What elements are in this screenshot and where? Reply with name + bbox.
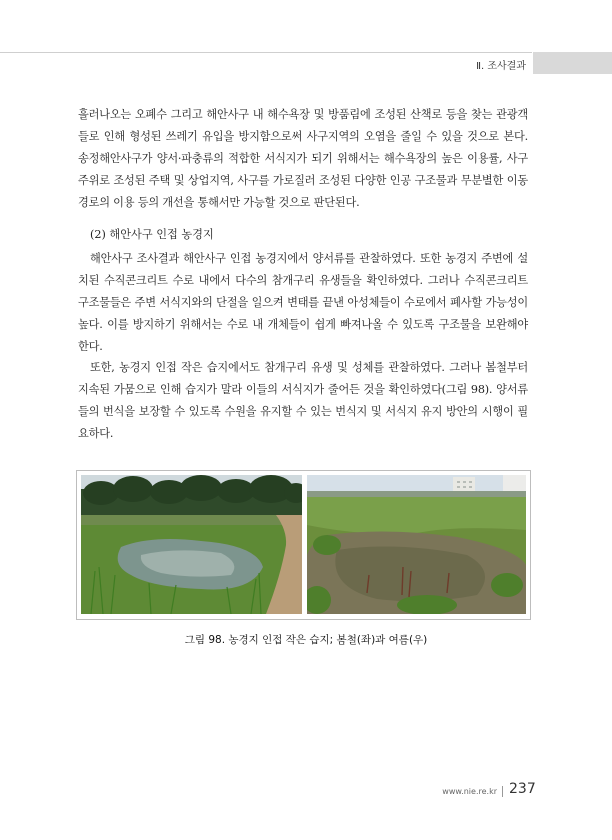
figure-caption: 그림 98. 농경지 인접 작은 습지; 봄철(좌)과 여름(우): [184, 634, 428, 646]
chapter-title: Ⅱ. 조사결과: [476, 61, 526, 72]
paragraph-2: [78, 248, 528, 358]
section-heading: (2) 해안사구 인접 농경지: [90, 228, 214, 241]
header-rule: [0, 52, 532, 53]
page-number: 237: [509, 781, 536, 797]
footer-divider: [502, 786, 503, 797]
figure-photos: [76, 470, 531, 620]
paragraph-2-text: 해안사구 조사결과 해안사구 인접 농경지에서 양서류를 관찰하였다. 또한 농경지 주변에 설치된 수직콘크리트 수로 내에서 다수의 참개구리 유생들을 확인하였다. 그러나 수직콘크리트 구조물들은 주변 서식지와의 단절을 일으켜 변태를 끝낸 아성체들이 수로에서 폐사할 가능성이 높다. 이를 방지하기 위해서는 수로 내 개체들이 쉽게 빠져나올 수 있도록 구조물을 보완해야 한다.: [78, 252, 528, 353]
paragraph-3: 또한, 농경지 인접 작은 습지에서도 참개구리 유생 및 성체를 관찰하였다. 그러나 봄철부터 지속된 가뭄으로 인해 습지가 말라 이들의 서식지가 줄어든 것을 확인하였다(그림 98). 양서류들의 번식을 보장할 수 있도록 수원을 유지할 수 있는 번식지 및 서식지 유지 방안의 시행이 필요하다.: [78, 361, 528, 440]
summer-wetland-photo: [307, 475, 526, 614]
paragraph-1-text: 흘러나오는 오폐수 그리고 해안사구 내 해수욕장 및 방품림에 조성된 산책로 등을 찾는 관광객들로 인해 형성된 쓰레기 유입을 방지함으로써 사구지역의 오염을 줄일 수 있을 것으로 본다. 송정해안사구가 양서·파충류의 적합한 서식지가 되기 위해서는 해수욕장의 높은 이용률, 사구 주위로 조성된 주택 및 상업지역, 사구를 가로질러 조성된 다양한 인공 구조물과 무분별한 이동경로의 이용 등의 개선을 통해서만 가능할 것으로 판단된다.: [78, 108, 528, 209]
paragraph-1: [78, 104, 528, 214]
spring-wetland-photo: [81, 475, 302, 614]
header-tab: [533, 52, 612, 74]
footer-url: www.nie.re.kr: [442, 787, 497, 796]
